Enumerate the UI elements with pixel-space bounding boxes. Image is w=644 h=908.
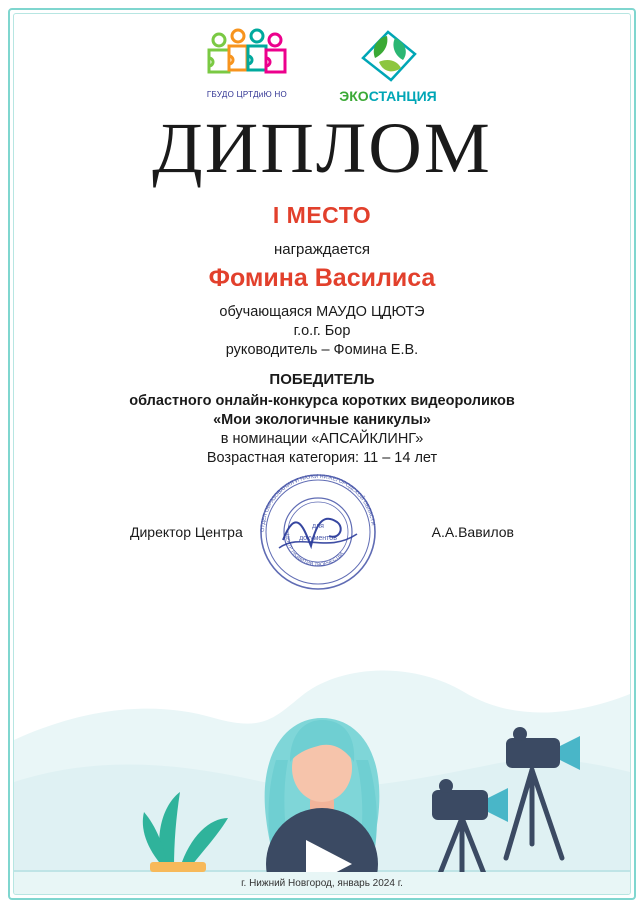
page-title: ДИПЛОМ bbox=[152, 108, 492, 188]
girl-with-video-player-illustration bbox=[14, 622, 630, 894]
org-line-3: руководитель – Фомина Е.В. bbox=[225, 342, 419, 358]
age-category: Возрастная категория: 11 – 14 лет bbox=[206, 450, 438, 466]
eco-leaves-icon bbox=[333, 26, 443, 88]
org-line-1: обучающаяся МАУДО ЦДЮТЭ bbox=[219, 304, 425, 320]
logo-right-caption-eco: ЭКО bbox=[339, 88, 369, 104]
logo-left-caption: ГБУДО ЦРТДиЮ НО bbox=[206, 90, 288, 99]
contest-info bbox=[0, 392, 644, 468]
contest-line-2: «Мои экологичные каникулы» bbox=[213, 412, 431, 428]
signature-title: Директор Центра bbox=[130, 524, 243, 540]
org-line-2: г.о.г. Бор bbox=[293, 323, 351, 339]
svg-text:документов: документов bbox=[299, 535, 337, 542]
signature-name: А.А.Вавилов bbox=[431, 524, 514, 540]
place-label: I МЕСТО bbox=[272, 202, 372, 228]
logo-right-caption-station: СТАНЦИЯ bbox=[368, 88, 437, 104]
svg-text:для: для bbox=[312, 523, 324, 530]
contest-line-1: областного онлайн-конкурса коротких видеороликов bbox=[129, 393, 515, 409]
winner-name: Фомина Василиса bbox=[208, 264, 436, 292]
svg-text:ОТДЕЛ ОБРАЗОВАНИЯ И НАУКИ НИЖЕ: ОТДЕЛ ОБРАЗОВАНИЯ И НАУКИ НИЖЕГОРОДСКОЙ ОБЛАСТИ bbox=[259, 473, 376, 533]
awarded-label: награждается bbox=[273, 241, 371, 258]
svg-text:ЦЕНТР РАЗВИТИЯ ТВОРЧЕСТВА: ЦЕНТР РАЗВИТИЯ ТВОРЧЕСТВА bbox=[283, 533, 346, 569]
footer-bar bbox=[14, 872, 630, 894]
organization-lines bbox=[0, 303, 644, 360]
signature-row bbox=[0, 524, 644, 540]
logo-right-caption bbox=[339, 88, 436, 104]
logo-crtdiu bbox=[201, 26, 293, 99]
contest-line-3: в номинации «АПСАЙКЛИНГ» bbox=[220, 431, 424, 447]
status-label: ПОБЕДИТЕЛЬ bbox=[269, 371, 375, 388]
puzzle-people-icon bbox=[201, 26, 293, 88]
footer-text: г. Нижний Новгород, январь 2024 г. bbox=[241, 877, 403, 889]
logo-row bbox=[0, 26, 644, 104]
logo-ecostation bbox=[333, 26, 443, 104]
